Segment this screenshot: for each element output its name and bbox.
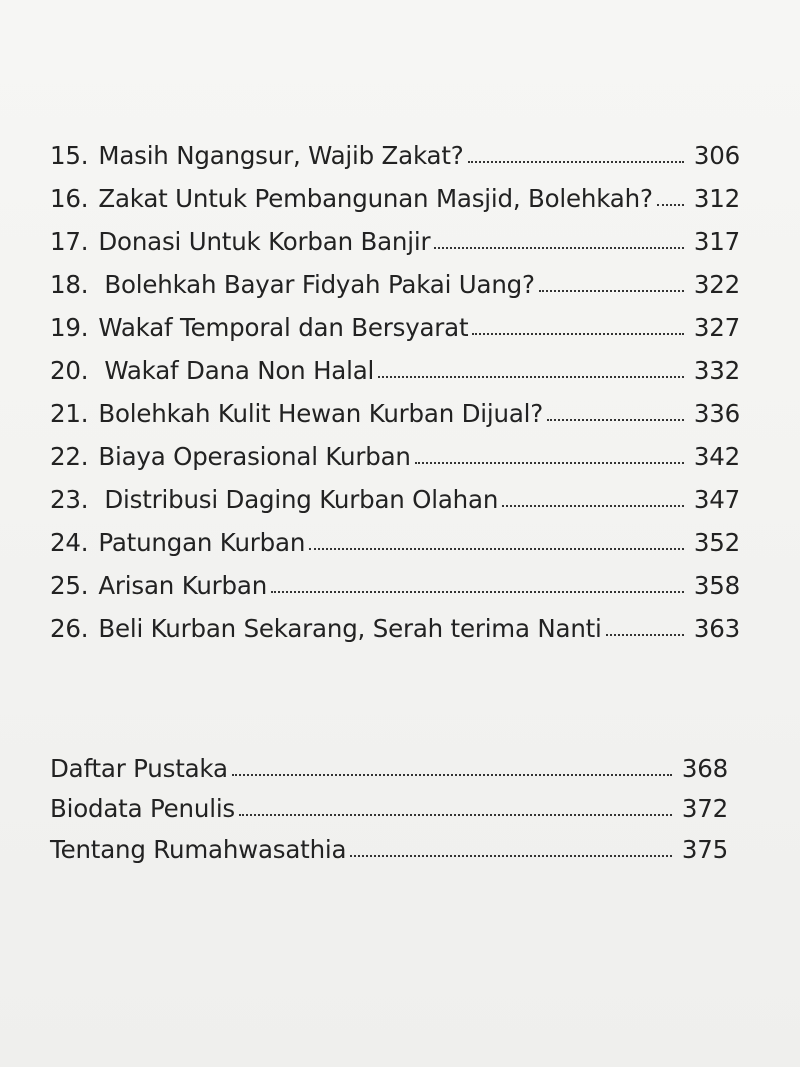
toc-entry — [50, 128, 740, 171]
toc-entry — [50, 472, 740, 515]
dot-leader — [468, 161, 684, 163]
toc-entry — [50, 784, 728, 825]
entry-page-number: 336 — [693, 399, 740, 428]
entry-number: 20. — [50, 356, 89, 385]
entry-number: 21. — [50, 399, 89, 428]
entry-page-number: 372 — [681, 794, 728, 823]
entry-number: 16. — [50, 184, 89, 213]
entry-number: 24. — [50, 528, 89, 557]
dot-leader — [657, 204, 684, 206]
dot-leader — [502, 505, 684, 507]
toc-entry — [50, 343, 740, 386]
toc-entry — [50, 743, 728, 784]
toc-entry — [50, 300, 740, 343]
entry-title: Beli Kurban Sekarang, Serah terima Nanti — [98, 614, 602, 643]
entry-title: Wakaf Temporal dan Bersyarat — [98, 313, 469, 342]
entry-title: Distribusi Daging Kurban Olahan — [104, 485, 499, 514]
entry-page-number: 352 — [693, 528, 740, 557]
dot-leader — [472, 333, 684, 335]
entry-number: 26. — [50, 614, 89, 643]
dot-leader — [378, 376, 684, 378]
toc-entry — [50, 515, 740, 558]
entry-page-number: 327 — [693, 313, 740, 342]
entry-number: 17. — [50, 227, 89, 256]
dot-leader — [539, 290, 684, 292]
entry-page-number: 368 — [681, 753, 728, 783]
entry-title: Donasi Untuk Korban Banjir — [98, 227, 431, 256]
entry-page-number: 322 — [693, 270, 740, 299]
entry-title: Wakaf Dana Non Halal — [104, 356, 375, 385]
toc-entry — [50, 214, 740, 257]
entry-title: Biodata Penulis — [50, 794, 235, 823]
entry-number: 15. — [50, 141, 89, 170]
dot-leader — [350, 855, 672, 857]
entry-number: 25. — [50, 571, 89, 600]
toc-entry — [50, 429, 740, 472]
dot-leader — [232, 774, 672, 776]
toc-entry — [50, 601, 740, 644]
entry-number: 23. — [50, 485, 89, 514]
entry-title: Masih Ngangsur, Wajib Zakat? — [98, 141, 464, 170]
table-of-contents — [50, 128, 740, 644]
dot-leader — [239, 814, 672, 816]
dot-leader — [606, 634, 684, 636]
entry-page-number: 375 — [681, 834, 728, 864]
toc-entry — [50, 257, 740, 300]
toc-entry — [50, 558, 740, 601]
entry-title: Bolehkah Kulit Hewan Kurban Dijual? — [98, 399, 544, 428]
entry-number: 19. — [50, 313, 89, 342]
entry-page-number: 317 — [693, 227, 740, 256]
entry-number: 22. — [50, 442, 89, 471]
entry-title: Arisan Kurban — [98, 571, 268, 600]
entry-title: Patungan Kurban — [98, 528, 306, 557]
entry-page-number: 306 — [693, 141, 740, 170]
dot-leader — [271, 591, 684, 593]
entry-title: Daftar Pustaka — [50, 753, 228, 783]
dot-leader — [434, 247, 684, 249]
entry-page-number: 347 — [693, 485, 740, 514]
toc-entry — [50, 171, 740, 214]
toc-entry — [50, 824, 728, 865]
entry-page-number: 332 — [693, 356, 740, 385]
entry-number: 18. — [50, 270, 89, 299]
back-matter-contents — [50, 743, 728, 865]
entry-title: Tentang Rumahwasathia — [50, 834, 347, 864]
entry-page-number: 358 — [693, 571, 740, 600]
entry-title: Bolehkah Bayar Fidyah Pakai Uang? — [104, 270, 535, 299]
entry-page-number: 312 — [693, 184, 740, 213]
entry-title: Biaya Operasional Kurban — [98, 442, 411, 471]
entry-page-number: 342 — [693, 442, 740, 471]
toc-entry — [50, 386, 740, 429]
dot-leader — [547, 419, 684, 421]
entry-page-number: 363 — [693, 614, 740, 643]
dot-leader — [415, 462, 684, 464]
dot-leader — [309, 548, 684, 550]
entry-title: Zakat Untuk Pembangunan Masjid, Bolehkah? — [98, 184, 653, 213]
